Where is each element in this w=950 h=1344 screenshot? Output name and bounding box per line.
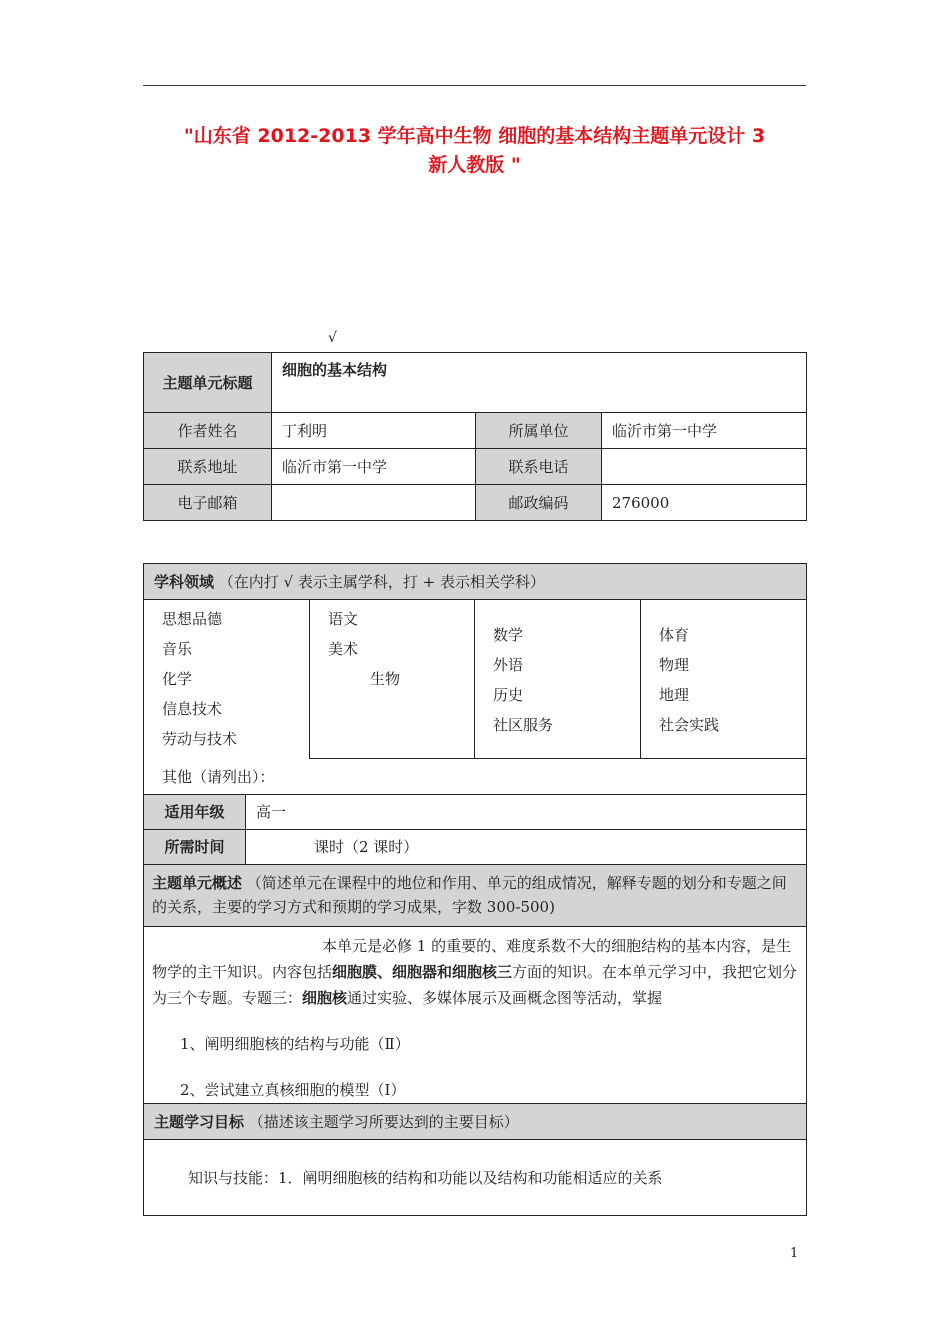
goals-hint: （描述该主题学习所要达到的主要目标） (248, 1112, 519, 1131)
overview-header (144, 864, 807, 926)
subject-item: 外语 (493, 656, 524, 674)
overview-bold-2: 细胞核 (302, 988, 348, 1007)
subject-item: 音乐 (162, 640, 193, 658)
phone-label: 联系电话 (476, 449, 602, 485)
subject-item: 信息技术 (162, 700, 223, 718)
subject-item: 生物 (370, 670, 401, 688)
postcode-label: 邮政编码 (476, 485, 602, 521)
title-line-2: 新人教版 " (428, 154, 521, 176)
topic-value: 细胞的基本结构 (272, 353, 807, 413)
subject-item: 社会实践 (659, 716, 720, 734)
subject-item: 化学 (162, 670, 193, 688)
topic-label: 主题单元标题 (144, 353, 272, 413)
grade-value: 高一 (246, 794, 807, 829)
subject-col-2 (310, 600, 475, 759)
subject-header (144, 564, 807, 600)
email-label: 电子邮箱 (144, 485, 272, 521)
grade-label: 适用年级 (144, 794, 246, 829)
page-number: 1 (790, 1246, 799, 1261)
subject-col-3 (475, 600, 641, 759)
subject-hint: （在内打 √ 表示主属学科，打 + 表示相关学科） (218, 573, 545, 591)
header-rule (143, 85, 806, 86)
subject-col-4 (641, 600, 807, 759)
overview-hint: （简述单元在课程中的地位和作用、单元的组成情况，解释专题的划分和专题之间的关系，主要的学习方式和预期的学习成果，字数 300-500) (152, 874, 787, 916)
subject-item: 体育 (659, 626, 690, 644)
overview-item-1: 1、阐明细胞核的结构与功能（Ⅱ） (180, 1034, 410, 1053)
subject-item: 美术 (328, 640, 359, 658)
phone-value (602, 449, 807, 485)
overview-body (144, 926, 807, 1103)
subject-item: 历史 (493, 686, 524, 704)
subject-item: 思想品德 (162, 610, 223, 628)
unit-design-table (143, 563, 807, 1216)
unit-label: 所属单位 (476, 413, 602, 449)
postcode-value: 276000 (602, 485, 807, 521)
goals-header (144, 1103, 807, 1139)
time-value: 课时（2 课时） (246, 829, 807, 864)
subject-item: 物理 (659, 656, 690, 674)
subject-item: 社区服务 (493, 716, 554, 734)
overview-label: 主题单元概述 (152, 874, 243, 892)
subject-item: 数学 (493, 626, 524, 644)
email-value (272, 485, 476, 521)
author-label: 作者姓名 (144, 413, 272, 449)
overview-paragraph (144, 927, 806, 1011)
overview-text-1: 本单元是必修 1 的重要的、难度系数不大的细胞结构的基本内容，是生物学的主干知识。内容包括 (152, 936, 792, 981)
goals-label: 主题学习目标 (154, 1112, 245, 1131)
subject-col-1 (144, 600, 310, 759)
subject-item: 劳动与技术 (162, 730, 238, 748)
info-table (143, 352, 807, 521)
overview-item-2: 2、尝试建立真核细胞的模型（Ⅰ） (180, 1080, 406, 1099)
check-mark: √ (328, 330, 337, 346)
overview-bold-1: 细胞膜、细胞器和细胞核三 (332, 962, 513, 981)
time-label: 所需时间 (144, 829, 246, 864)
title-line-1: "山东省 2012-2013 学年高中生物 细胞的基本结构主题单元设计 3 (183, 125, 766, 147)
goals-knowledge: 知识与技能：1．阐明细胞核的结构和功能以及结构和功能相适应的关系 (144, 1139, 807, 1215)
address-value: 临沂市第一中学 (272, 449, 476, 485)
subject-item: 语文 (328, 610, 359, 628)
address-label: 联系地址 (144, 449, 272, 485)
subject-other: 其他（请列出）： (144, 758, 807, 794)
unit-value: 临沂市第一中学 (602, 413, 807, 449)
document-title (143, 122, 806, 180)
subject-item: 地理 (659, 686, 690, 704)
author-value: 丁利明 (272, 413, 476, 449)
overview-text-2: 方面的知识。在本单元学习中，我把它划分为三个专题。专题三： (152, 962, 798, 1007)
subject-label: 学科领域 (154, 573, 215, 591)
overview-text-3: 通过实验、多媒体展示及画概念图等活动，掌握 (347, 988, 663, 1007)
